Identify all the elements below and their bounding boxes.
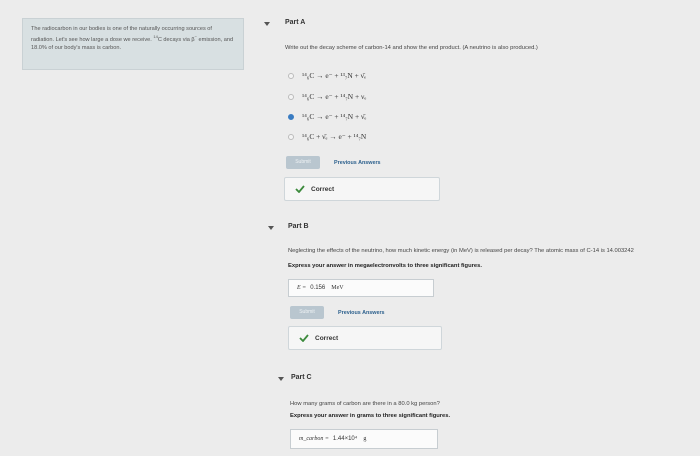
part-a-feedback (284, 177, 440, 201)
part-b-previous-answers-link[interactable]: Previous Answers (338, 310, 385, 316)
check-icon (295, 185, 305, 193)
part-b-question: Neglecting the effects of the neutrino, how much kinetic energy (in MeV) is released per decay? The atomic mass of C-14 is 14.003242 (288, 248, 634, 254)
part-a-header[interactable]: Part A (285, 19, 306, 26)
part-a-question: Write out the decay scheme of carbon-14 and show the end product. (A neutrino is also produced.) (285, 45, 538, 51)
part-c-answer-label: m_carbon = (299, 436, 329, 442)
part-b-collapse-icon[interactable] (268, 226, 274, 230)
beta-sup: − (194, 34, 197, 39)
option-1-label: ¹⁴₆C → e⁻ + ¹³₇N + ν̄ₑ (302, 71, 366, 80)
part-a-collapse-icon[interactable] (264, 22, 270, 26)
option-1[interactable] (288, 69, 428, 82)
part-b-answer-label: E = (297, 285, 307, 291)
intro-text-pre: The radiocarbon in our bodies is one of the naturally occurring sources of radiation. Let's see how large a dose we receive. (31, 26, 212, 43)
part-c-answer-field[interactable] (290, 429, 438, 449)
isotope-mass: 14 (153, 34, 158, 39)
part-b-correct-text: Correct (315, 334, 339, 342)
option-3[interactable] (288, 110, 428, 123)
beta-symbol: β (191, 36, 195, 43)
part-b-instruction: Express your answer in megaelectronvolts to three significant figures. (288, 263, 482, 269)
radio-button-1[interactable] (288, 73, 294, 79)
intro-text-post: emission, and 18.0% of our body's mass is carbon. (31, 36, 234, 51)
part-c-answer-value: 1.44×10⁴ (332, 436, 358, 442)
part-b-answer-unit: MeV (331, 285, 344, 291)
part-c-question: How many grams of carbon are there in a 80.0 kg person? (290, 401, 440, 407)
part-c-collapse-icon[interactable] (278, 377, 284, 381)
part-c-instruction: Express your answer in grams to three significant figures. (290, 413, 451, 419)
option-2-label: ¹⁴₆C → e⁻ + ¹⁴₇N + νₑ (302, 92, 367, 101)
option-4[interactable] (288, 130, 428, 143)
check-icon (299, 334, 309, 342)
option-3-label: ¹⁴₆C → e⁻ + ¹⁴₇N + ν̄ₑ (302, 112, 367, 121)
part-c-header[interactable]: Part C (291, 374, 312, 381)
part-b-feedback (288, 326, 442, 350)
radio-button-3[interactable] (288, 114, 294, 120)
part-c-answer-unit: g (363, 436, 367, 442)
part-b-header[interactable]: Part B (288, 223, 309, 230)
radio-button-4[interactable] (288, 134, 294, 140)
radio-button-2[interactable] (288, 94, 294, 100)
part-b-answer-value: 0.156 (310, 285, 326, 291)
part-b-submit-button[interactable]: Submit (290, 306, 324, 319)
option-4-label: ¹⁴₆C + ν̄ₑ → e⁻ + ¹⁴₇N (302, 132, 367, 141)
part-a-correct-text: Correct (311, 185, 335, 193)
option-2[interactable] (288, 90, 428, 103)
part-a-submit-button[interactable]: Submit (286, 156, 320, 169)
part-a-previous-answers-link[interactable]: Previous Answers (334, 160, 381, 166)
part-b-answer-field[interactable] (288, 279, 434, 297)
isotope-symbol: C (157, 36, 162, 43)
problem-intro (22, 18, 244, 70)
intro-text-mid: decays via (163, 36, 190, 43)
